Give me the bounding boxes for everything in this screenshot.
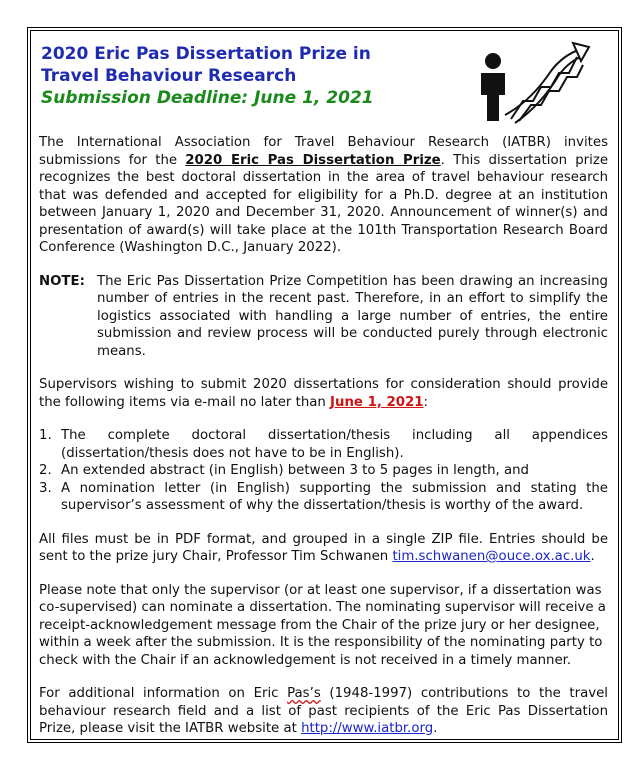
additional-text-2: (1948-1997) contributions to the travel behaviour research field and a list of past recipients of the Eric Pas Dissertation Prize, please visit the IATBR website at	[39, 686, 608, 736]
additional-text-1: For additional information on Eric	[39, 686, 288, 701]
files-text-1: All files must be in PDF format, and grouped in a single ZIP file. Entries should be sent to the prize jury Chair, Professor Tim Schwanen	[39, 531, 608, 564]
nomination-paragraph: Please note that only the supervisor (or at least one supervisor, if a dissertation was co-supervised) can nominate a dissertation. The nominating supervisor will receive a receipt-acknowledgement message from the Chair of the prize jury or her designee, within a week after the submission. It is the responsibility of the nominating party to check with the Chair if an acknowledgement is not received in a timely manner.	[39, 582, 606, 668]
list-item-text: An extended abstract (in English) between 3 to 5 pages in length, and	[61, 463, 529, 478]
note-block	[39, 273, 608, 361]
title-line-1: 2020 Eric Pas Dissertation Prize in	[41, 44, 371, 64]
intro-paragraph	[39, 134, 608, 257]
additional-info-paragraph	[39, 685, 608, 738]
person-climbing-stairs-arrow-icon	[471, 41, 591, 125]
intro-text-1: The International Association for Travel Behaviour Research (IATBR) invites submissions for the	[39, 135, 608, 168]
list-item-number: 3.	[39, 480, 52, 496]
list-item-text: The complete doctoral dissertation/thesis including all appendices (dissertation/thesis does not have to be in English).	[61, 428, 608, 461]
list-item	[39, 427, 608, 462]
files-text-2: .	[590, 549, 595, 564]
intro-text-2: . This dissertation prize recognizes the best doctoral dissertation in the area of travel behaviour research that was defended and accepted for eligibility for a Ph.D. degree at an institution between January 1, 2020 and December 31, 2020. Announcement of winner(s) and presentation of award(s) will take place at the 101th Transportation Research Board Conference (Washington D.C., January 2022).	[39, 152, 608, 255]
supervisors-paragraph	[39, 376, 608, 411]
pas-name: Pas’s	[287, 686, 321, 701]
list-item-number: 2.	[39, 463, 52, 478]
document-frame	[27, 27, 622, 743]
iatbr-website-link[interactable]: http://www.iatbr.org	[301, 721, 434, 736]
document-body	[39, 134, 608, 738]
list-item	[39, 480, 608, 515]
note-text: The Eric Pas Dissertation Prize Competition has been drawing an increasing number of entries in the recent past. Therefore, in an effort to simplify the logistics associated with handling a large number of entries, the entire submission and review process will be conducted purely through electronic means.	[97, 273, 608, 359]
files-paragraph	[39, 531, 608, 566]
deadline-date: June 1, 2021	[330, 394, 424, 410]
note-label: NOTE:	[39, 273, 85, 289]
list-item	[39, 462, 608, 480]
prize-name: 2020 Eric Pas Dissertation Prize	[185, 152, 441, 168]
list-item-number: 1.	[39, 428, 52, 443]
title-line-2: Travel Behaviour Research	[41, 66, 297, 86]
document-inner-border	[30, 30, 619, 740]
supervisors-text-2: :	[423, 394, 428, 410]
page-title	[41, 43, 471, 87]
supervisors-text-1: Supervisors wishing to submit 2020 dissertations for consideration should provide the following items via e-mail no later than	[39, 377, 608, 410]
list-item-text: A nomination letter (in English) supporting the submission and stating the supervisor’s assessment of why the dissertation/thesis is worthy of the award.	[61, 480, 608, 513]
submission-deadline: Submission Deadline: June 1, 2021	[41, 88, 374, 108]
required-items-list	[39, 427, 608, 515]
additional-text-3: .	[433, 721, 438, 736]
chair-email-link[interactable]: tim.schwanen@ouce.ox.ac.uk	[392, 549, 591, 564]
